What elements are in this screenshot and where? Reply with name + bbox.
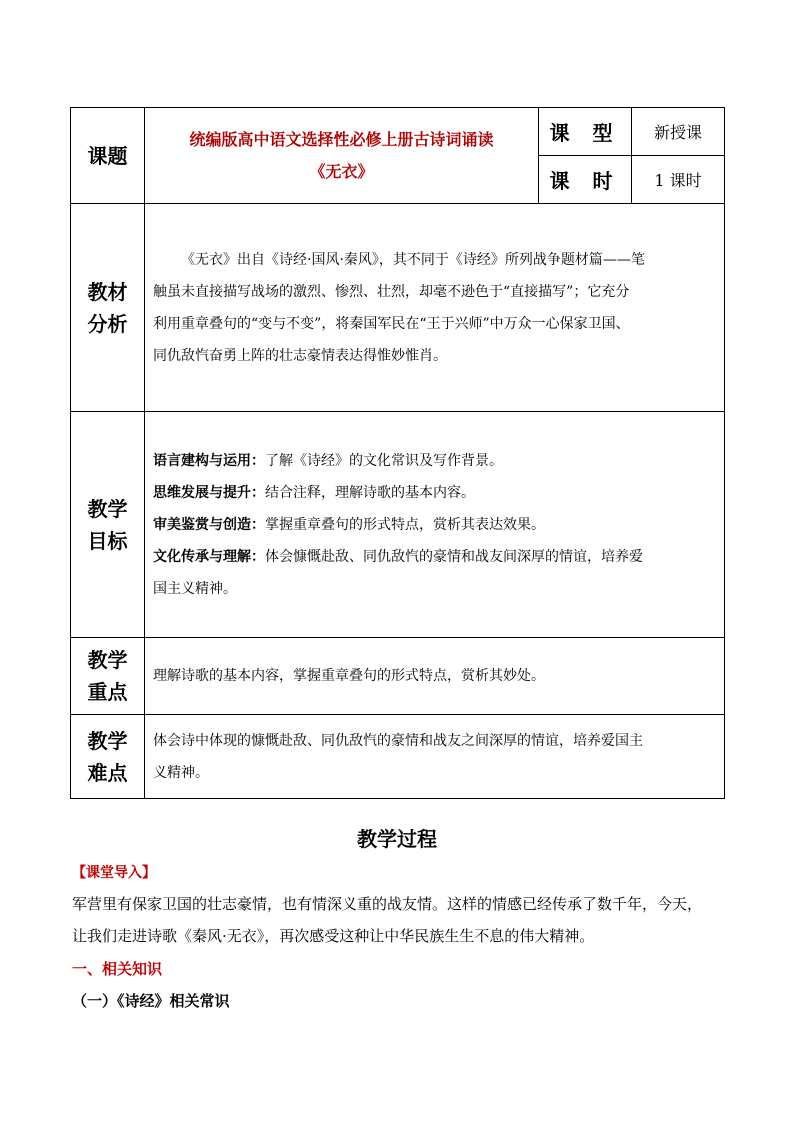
lesson-title-line1: 统编版高中语文选择性必修上册古诗词诵读	[189, 129, 494, 149]
subsection-heading: （一）《诗经》相关常识	[72, 992, 230, 1010]
objectives-label	[71, 412, 145, 638]
analysis-row	[71, 204, 725, 412]
objective-continuation: 国主义精神。	[153, 580, 237, 597]
objective-label: 思维发展与提升：	[153, 484, 265, 501]
difficulties-content	[145, 715, 725, 799]
key-points-text: 理解诗歌的基本内容，掌握重章叠句的形式特点，赏析其妙处。	[153, 668, 545, 684]
objective-label: 语言建构与运用：	[153, 452, 265, 469]
objective-text: 掌握重章叠句的形式特点，赏析其表达效果。	[265, 516, 545, 533]
lesson-period-value: 1 课时	[632, 156, 725, 204]
teaching-process-title: 教学过程	[357, 827, 437, 851]
objective-text: 结合注释，理解诗歌的基本内容。	[265, 484, 475, 501]
lesson-title-line2: 《无衣》	[309, 161, 374, 181]
objectives-row	[71, 412, 725, 638]
objective-item	[153, 541, 716, 573]
objective-item	[153, 509, 716, 541]
analysis-line: 触虽未直接描写战场的激烈、惨烈、壮烈，却毫不逊色于“直接描写”；它充分	[153, 283, 630, 300]
key-points-label	[71, 638, 145, 715]
objectives-content	[145, 412, 725, 638]
difficulties-label	[71, 715, 145, 799]
header-row-1	[71, 108, 725, 156]
class-intro-heading: 【课堂导入】	[72, 865, 156, 881]
analysis-label	[71, 204, 145, 412]
difficulties-label-line2: 难点	[87, 760, 128, 785]
lesson-title	[145, 108, 539, 204]
objectives-label-line1: 教学	[87, 496, 128, 521]
intro-line: 让我们走进诗歌《秦风·无衣》，再次感受这种让中华民族生生不息的伟大精神。	[72, 927, 595, 945]
class-intro-text	[72, 888, 724, 952]
analysis-label-line2: 分析	[87, 311, 128, 336]
objective-text: 体会慷慨赴敌、同仇敌忾的豪情和战友间深厚的情谊，培养爱	[265, 548, 643, 565]
topic-label: 课题	[71, 108, 145, 204]
key-points-label-line2: 重点	[87, 680, 128, 704]
lesson-period-label: 课 时	[539, 156, 632, 204]
key-points-row	[71, 638, 725, 715]
key-points-content	[145, 638, 725, 715]
objective-text: 了解《诗经》的文化常识及写作背景。	[265, 452, 503, 469]
analysis-line: 利用重章叠句的“变与不变”，将秦国军民在“王于兴师”中万众一心保家卫国、	[153, 315, 630, 332]
analysis-line: 同仇敌忾奋勇上阵的壮志豪情表达得惟妙惟肖。	[153, 347, 447, 364]
analysis-label-line1: 教材	[87, 279, 128, 304]
difficulties-row	[71, 715, 725, 799]
lesson-type-value: 新授课	[632, 108, 725, 156]
intro-line: 军营里有保家卫国的壮志豪情，也有情深义重的战友情。这样的情感已经传承了数千年，今天，	[72, 895, 703, 913]
objective-label: 审美鉴赏与创造：	[153, 516, 265, 533]
lesson-type-label: 课 型	[539, 108, 632, 156]
difficulties-label-line1: 教学	[87, 728, 128, 753]
lesson-plan-table	[70, 107, 725, 799]
objectives-label-line2: 目标	[87, 528, 128, 553]
analysis-content	[145, 204, 725, 412]
difficulties-line: 义精神。	[153, 764, 209, 781]
analysis-line: 《无衣》出自《诗经·国风·秦风》，其不同于《诗经》所列战争题材篇——笔	[181, 251, 645, 268]
difficulties-line: 体会诗中体现的慷慨赴敌、同仇敌忾的豪情和战友之间深厚的情谊，培养爱国主	[153, 732, 643, 749]
section-heading: 一、相关知识	[72, 960, 163, 978]
objective-item	[153, 477, 716, 509]
key-points-label-line1: 教学	[87, 648, 128, 672]
objective-label: 文化传承与理解：	[153, 548, 265, 565]
objective-item	[153, 445, 716, 477]
